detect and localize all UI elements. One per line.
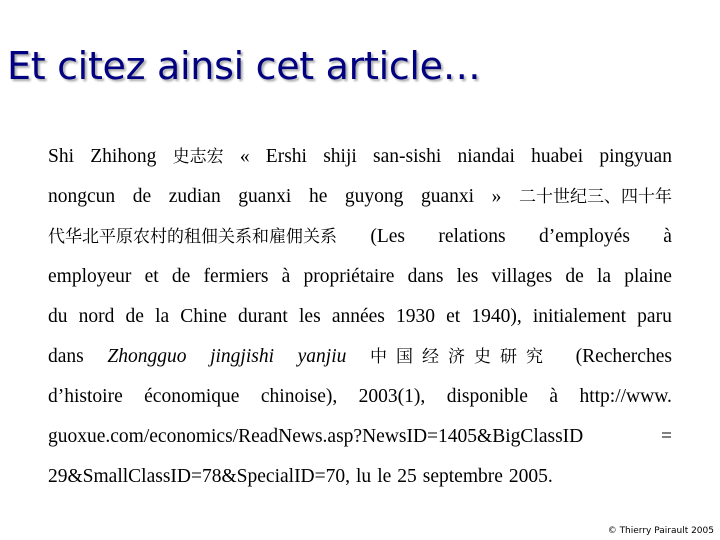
citation-line bbox=[48, 257, 672, 297]
citation-word: paru bbox=[637, 306, 672, 327]
citation-word: nord bbox=[78, 306, 115, 327]
citation-word: durant bbox=[238, 306, 288, 327]
citation-line bbox=[48, 297, 672, 337]
citation-word: d’employés bbox=[538, 226, 630, 247]
citation-url-part: 29&SmallClassID=78&SpecialID=70, bbox=[48, 466, 351, 487]
citation-word: Shi bbox=[48, 146, 75, 167]
citation-line bbox=[48, 377, 672, 417]
citation-word: 史志宏 bbox=[172, 147, 224, 167]
citation-line bbox=[48, 457, 672, 497]
citation-word: he bbox=[308, 186, 328, 207]
citation-word: fermiers bbox=[203, 266, 269, 287]
citation-line bbox=[48, 177, 672, 217]
journal-title-word: yanjiu bbox=[297, 346, 347, 367]
citation-word: les bbox=[299, 306, 321, 327]
citation-word: 25 bbox=[397, 466, 417, 487]
citation-word: de bbox=[171, 266, 191, 287]
citation-word: du bbox=[48, 306, 68, 327]
citation-word: à bbox=[663, 226, 672, 247]
citation-word: 2003(1), bbox=[358, 386, 426, 407]
citation-word: économique bbox=[144, 386, 240, 407]
citation-line bbox=[48, 137, 672, 177]
citation-word: shiji bbox=[323, 146, 357, 167]
citation-word: d’histoire bbox=[48, 386, 123, 407]
citation-word: à bbox=[281, 266, 291, 287]
citation-word: Chine bbox=[180, 306, 227, 327]
citation-word: (Recherches bbox=[575, 346, 672, 367]
citation-line bbox=[48, 337, 672, 377]
slide-title: Et citez ainsi cet article… bbox=[7, 44, 481, 88]
citation-word: 1930 bbox=[396, 306, 436, 327]
citation-word: « bbox=[239, 146, 250, 167]
citation-word: et bbox=[446, 306, 461, 327]
citation-word: dans bbox=[48, 346, 84, 367]
citation-word: initialement bbox=[532, 306, 627, 327]
citation-url-part: = bbox=[661, 426, 672, 447]
citation-word: 代华北平原农村的租佃关系和雇佣关系 bbox=[48, 227, 337, 247]
journal-title-chinese: 中国经济史研究 bbox=[369, 347, 552, 367]
citation-word: la bbox=[155, 306, 170, 327]
citation-line bbox=[48, 217, 672, 257]
citation-word: 2005. bbox=[508, 466, 553, 487]
citation-word: nongcun bbox=[48, 186, 116, 207]
citation-word: zudian bbox=[168, 186, 221, 207]
citation-word: Zhihong bbox=[90, 146, 157, 167]
citation-word: plaine bbox=[624, 266, 672, 287]
journal-title-word: jingjishi bbox=[210, 346, 275, 367]
citation-line bbox=[48, 417, 672, 457]
citation-word: niandai bbox=[457, 146, 515, 167]
citation-word: guyong bbox=[344, 186, 404, 207]
citation-word: et bbox=[144, 266, 159, 287]
citation-word: les bbox=[456, 266, 479, 287]
citation-word: villages bbox=[491, 266, 553, 287]
citation-word: relations bbox=[438, 226, 506, 247]
citation-block bbox=[48, 137, 672, 497]
citation-url-part: http://www. bbox=[579, 386, 672, 407]
citation-word: septembre bbox=[422, 466, 503, 487]
citation-word: huabei bbox=[531, 146, 584, 167]
citation-word: années bbox=[331, 306, 385, 327]
citation-word: guanxi bbox=[238, 186, 292, 207]
citation-word: propriétaire bbox=[303, 266, 395, 287]
citation-word: de bbox=[132, 186, 152, 207]
citation-url-part: guoxue.com/economics/ReadNews.asp?NewsID=1405&BigClassID bbox=[48, 426, 584, 447]
citation-word: disponible bbox=[446, 386, 528, 407]
citation-word: de bbox=[565, 266, 584, 287]
citation-word: 1940), bbox=[471, 306, 522, 327]
citation-word: lu bbox=[356, 466, 372, 487]
citation-word: de bbox=[125, 306, 144, 327]
citation-word: 二十世纪三、四十年 bbox=[518, 187, 672, 207]
journal-title-word: Zhongguo bbox=[107, 346, 187, 367]
citation-word: Ershi bbox=[265, 146, 307, 167]
citation-word: pingyuan bbox=[599, 146, 672, 167]
citation-word: le bbox=[377, 466, 392, 487]
citation-word: (Les bbox=[370, 226, 406, 247]
citation-word: dans bbox=[407, 266, 444, 287]
citation-word: guanxi bbox=[421, 186, 475, 207]
citation-word: san-sishi bbox=[373, 146, 442, 167]
citation-word: à bbox=[549, 386, 559, 407]
citation-word: la bbox=[596, 266, 612, 287]
citation-word: employeur bbox=[48, 266, 132, 287]
citation-word: » bbox=[491, 186, 502, 207]
citation-word: chinoise), bbox=[260, 386, 338, 407]
copyright-footer: © Thierry Pairault 2005 bbox=[607, 526, 714, 536]
